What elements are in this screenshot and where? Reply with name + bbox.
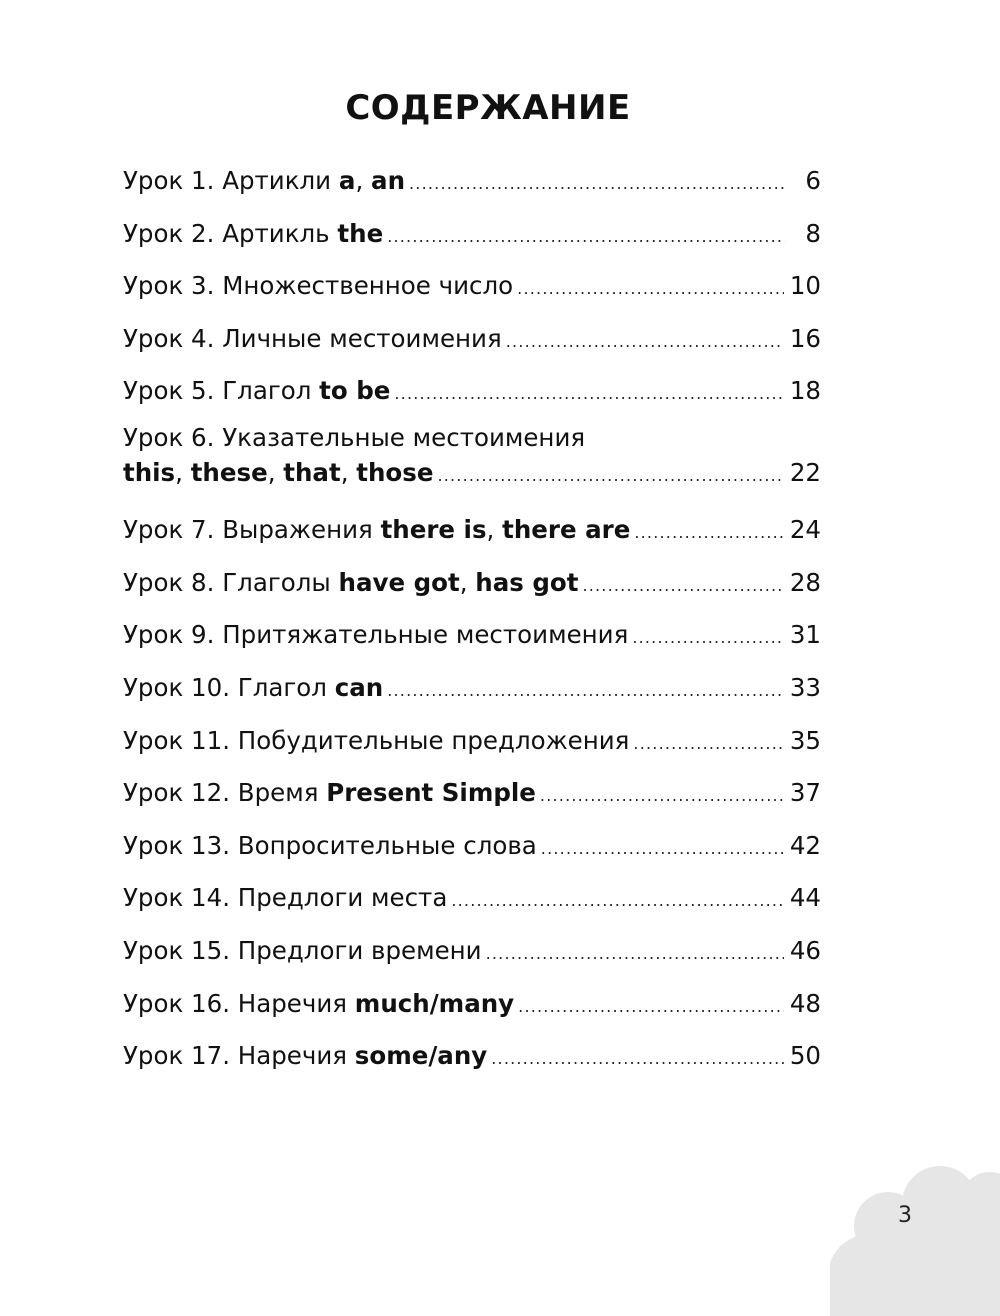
dot-leader [387, 668, 784, 714]
toc-page-number: 16 [789, 323, 821, 353]
toc-page-number: 42 [789, 830, 821, 860]
toc-entry-lesson-16[interactable] [123, 981, 821, 1034]
toc-page-number: 10 [789, 271, 821, 301]
toc-page-number: 31 [789, 620, 821, 650]
toc-entry-lesson-8[interactable] [123, 560, 821, 613]
toc-page-number: 22 [789, 457, 821, 487]
toc-page-number: 24 [789, 515, 821, 545]
toc-entry-lesson-14[interactable] [123, 875, 821, 928]
toc-entry-lesson-11[interactable] [123, 718, 821, 771]
toc-page-number: 8 [805, 218, 821, 248]
toc-page-number: 33 [789, 673, 821, 703]
page-number: 3 [898, 1203, 912, 1228]
toc-entry-label: Урок 11. Побудительные предложения [123, 725, 630, 755]
toc-entry-lesson-10[interactable] [123, 665, 821, 718]
toc-entry-label: Урок 12. Время Present Simple [123, 778, 536, 808]
toc-entry-label: this, these, that, those [123, 457, 434, 487]
toc-page-number: 6 [805, 166, 821, 195]
dot-leader [540, 773, 784, 819]
toc-entry-lesson-9[interactable] [123, 612, 821, 665]
toc-page-number: 46 [789, 936, 821, 966]
dot-leader [506, 319, 784, 365]
page-title: СОДЕРЖАНИЕ [345, 88, 631, 128]
toc-entry-lesson-3[interactable] [123, 263, 821, 316]
toc-page-number: 18 [789, 376, 821, 406]
dot-leader [517, 266, 784, 312]
dot-leader [582, 563, 783, 609]
toc-entry-label: Урок 17. Наречия some/any [123, 1041, 488, 1071]
toc-entry-label: Урок 4. Личные местоимения [123, 323, 502, 353]
toc-entry-label: Урок 7. Выражения there is, there are [123, 515, 631, 545]
toc-entry-label: Урок 14. Предлоги места [123, 883, 448, 913]
toc-page-number: 48 [789, 988, 821, 1018]
toc-entry-lesson-5[interactable] [123, 368, 821, 421]
toc-page-number: 35 [789, 725, 821, 755]
dot-leader [632, 615, 783, 661]
dot-leader [437, 457, 783, 495]
toc-entry-lesson-7[interactable] [123, 507, 821, 560]
toc-entry-label: Урок 2. Артикль the [123, 218, 384, 248]
toc-entry-label: Урок 3. Множественное число [123, 271, 514, 301]
toc-entry-label: Урок 5. Глагол to be [123, 376, 391, 406]
toc-entry-lesson-17[interactable] [123, 1033, 821, 1086]
toc-page-number: 44 [789, 883, 821, 913]
toc-entry-label: Урок 15. Предлоги времени [123, 936, 482, 966]
toc-entry-label: Урок 1. Артикли a, an [123, 166, 406, 195]
toc-entry-label-line1: Урок 6. Указательные местоимения [123, 422, 586, 452]
toc-page-number: 50 [789, 1041, 821, 1071]
toc-entry-lesson-6[interactable] [123, 421, 821, 507]
dot-leader [486, 931, 784, 977]
dot-leader [409, 161, 785, 207]
cloud-decoration [830, 1166, 1000, 1316]
toc-entry-lesson-2[interactable] [123, 211, 821, 264]
dot-leader [541, 826, 784, 872]
table-of-contents [123, 158, 821, 1086]
toc-entry-label: Урок 8. Глаголы have got, has got [123, 567, 579, 597]
toc-entry-label: Урок 10. Глагол can [123, 673, 384, 703]
toc-entry-label: Урок 16. Наречия much/many [123, 988, 515, 1018]
dot-leader [387, 214, 785, 260]
toc-entry-lesson-15[interactable] [123, 928, 821, 981]
dot-leader [634, 510, 783, 556]
toc-entry-label: Урок 9. Притяжательные местоимения [123, 620, 629, 650]
dot-leader [633, 721, 783, 767]
toc-entry-lesson-13[interactable] [123, 823, 821, 876]
dot-leader [518, 984, 784, 1030]
dot-leader [451, 878, 783, 924]
toc-entry-lesson-4[interactable] [123, 316, 821, 369]
dot-leader [491, 1036, 784, 1082]
toc-entry-label: Урок 13. Вопросительные слова [123, 830, 537, 860]
toc-page-number: 37 [789, 778, 821, 808]
toc-page-number: 28 [789, 567, 821, 597]
toc-entry-lesson-12[interactable] [123, 770, 821, 823]
toc-entry-lesson-1[interactable] [123, 158, 821, 211]
dot-leader [394, 371, 783, 417]
